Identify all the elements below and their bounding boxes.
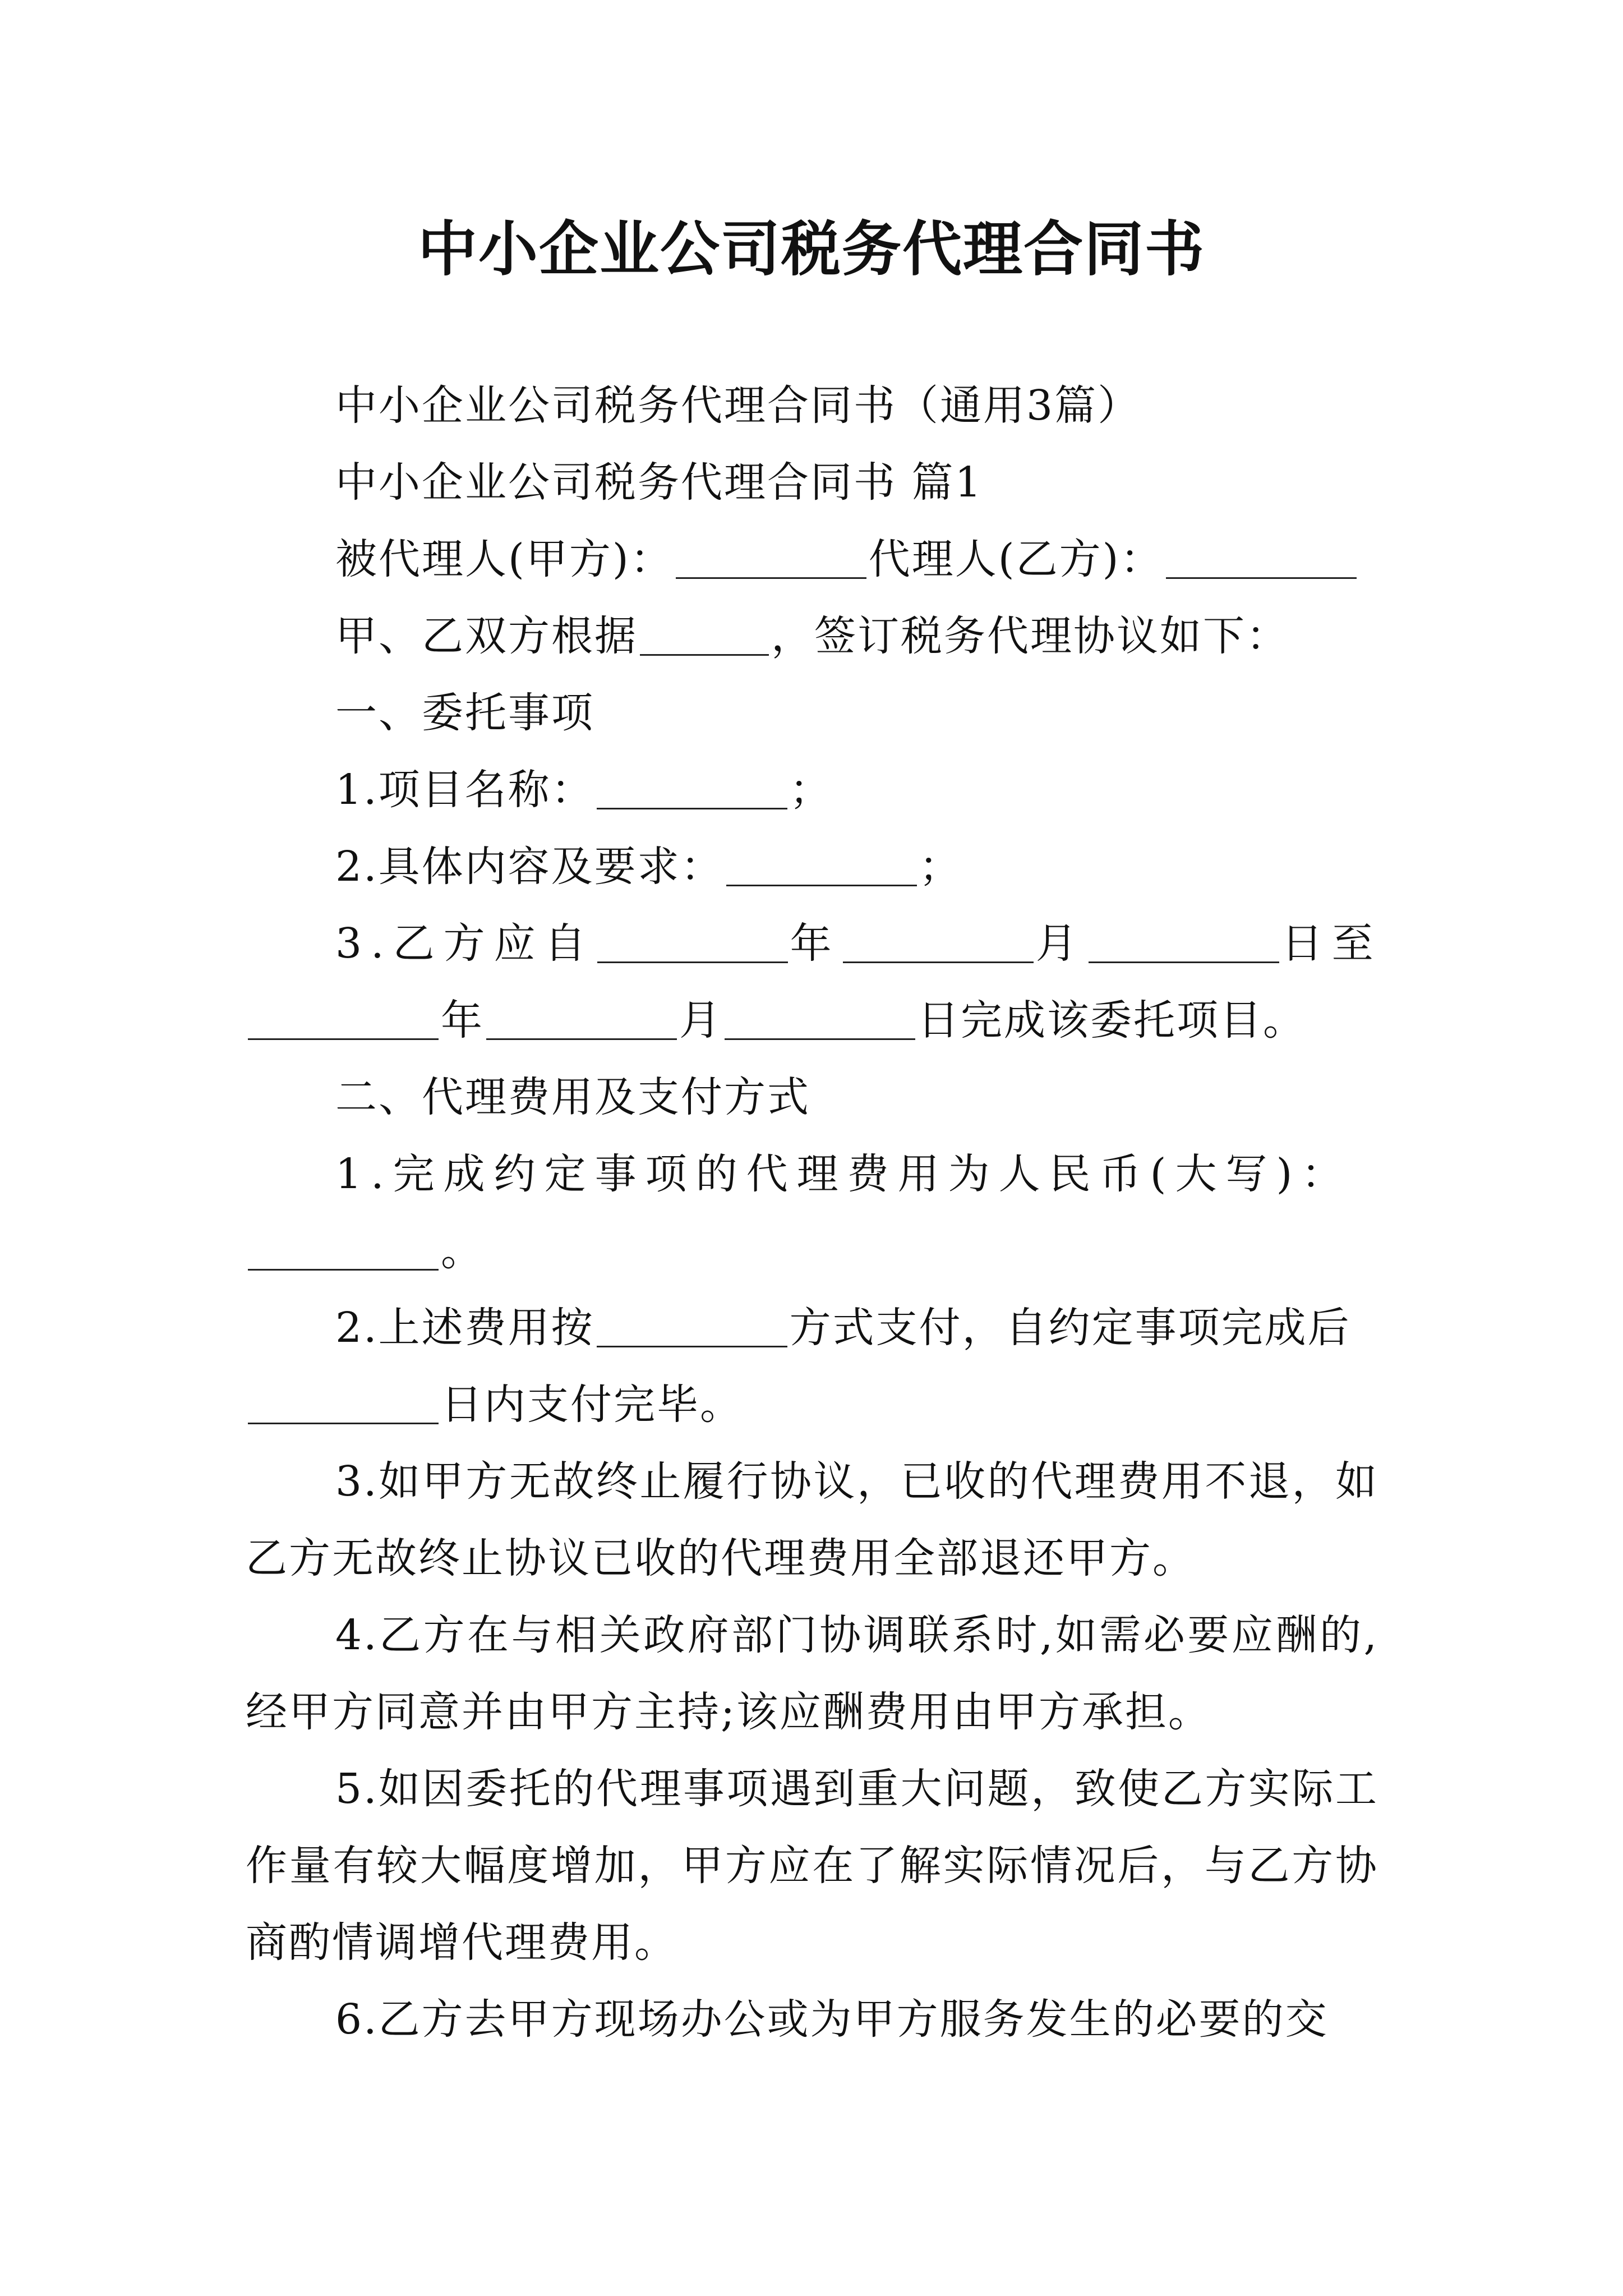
item-2	[246, 829, 1378, 905]
item-1-label: 1.项目名称：	[335, 766, 594, 814]
basis-text: 甲、乙双方根据	[335, 612, 638, 660]
item-2-label: 2.具体内容及要求：	[335, 843, 724, 891]
agent-label: 代理人(乙方)：	[868, 535, 1164, 583]
fee-2-line-1	[246, 1290, 1378, 1366]
item-1-end: ；	[789, 766, 833, 814]
fee-1-end: 。	[441, 1227, 484, 1275]
year-label: 年	[441, 996, 484, 1045]
start-month-blank	[843, 921, 1034, 963]
fee-2-end: 日内支付完毕。	[441, 1381, 743, 1429]
end-month-blank	[486, 998, 677, 1040]
item-2-end: ；	[919, 843, 962, 891]
fee-2-text-b: 方式支付，自约定事项完成后	[789, 1304, 1351, 1352]
basis-line	[246, 598, 1378, 675]
fee-2-text: 2.上述费用按	[335, 1304, 594, 1352]
section-heading-1: 一、委托事项	[335, 689, 594, 737]
section-heading-2: 二、代理费用及支付方式	[335, 1073, 810, 1121]
fee-3: 3.如甲方无故终止履行协议，已收的代理费用不退，如乙方无故终止协议已收的代理费用全部退还甲方。	[246, 1457, 1378, 1582]
end-day-blank	[725, 998, 915, 1040]
principal-label: 被代理人(甲方)：	[335, 535, 674, 583]
document-title: 中小企业公司税务代理合同书	[418, 214, 1205, 284]
fee-5: 5.如因委托的代理事项遇到重大问题，致使乙方实际工作量有较大幅度增加，甲方应在了解实际情况后，与乙方协商酌情调增代理费用。	[246, 1765, 1378, 1967]
item-2-blank	[726, 844, 917, 886]
payment-method-blank	[597, 1305, 787, 1347]
month-label: 月	[1035, 919, 1086, 968]
agent-blank	[1166, 537, 1357, 579]
chapter-heading: 中小企业公司税务代理合同书 篇1	[335, 458, 983, 507]
parties-line	[246, 521, 1378, 598]
fee-6: 6.乙方去甲方现场办公或为甲方服务发生的必要的交	[335, 1995, 1329, 2044]
fee-2-line-2	[246, 1366, 1378, 1443]
end-year-blank	[248, 998, 439, 1040]
payment-days-blank	[248, 1382, 439, 1424]
year-label: 年	[790, 919, 841, 968]
item-3-end: 日完成该委托项目。	[917, 996, 1306, 1045]
item-3-line-1	[246, 905, 1382, 982]
fee-amount-blank	[248, 1228, 439, 1271]
basis-blank	[640, 614, 769, 656]
month-label: 月	[679, 996, 722, 1045]
fee-1-line-2	[246, 1213, 1378, 1290]
basis-text-end: ，签订税务代理协议如下：	[771, 612, 1289, 660]
item-1-blank	[597, 767, 787, 809]
start-year-blank	[597, 921, 788, 963]
document-body	[246, 367, 1382, 2058]
item-3-line-2	[246, 982, 1378, 1059]
fee-1-line-1: 1.完成约定事项的代理费用为人民币(大写)：	[335, 1150, 1352, 1198]
day-to-label: 日至	[1281, 919, 1382, 968]
subtitle: 中小企业公司税务代理合同书（通用3篇）	[335, 381, 1141, 430]
item-1	[246, 752, 1378, 829]
principal-blank	[676, 537, 866, 579]
fee-4: 4.乙方在与相关政府部门协调联系时,如需必要应酬的,经甲方同意并由甲方主持;该应酬费用由甲方承担。	[246, 1611, 1378, 1736]
item-3-text: 3.乙方应自	[335, 919, 595, 968]
start-day-blank	[1089, 921, 1279, 963]
